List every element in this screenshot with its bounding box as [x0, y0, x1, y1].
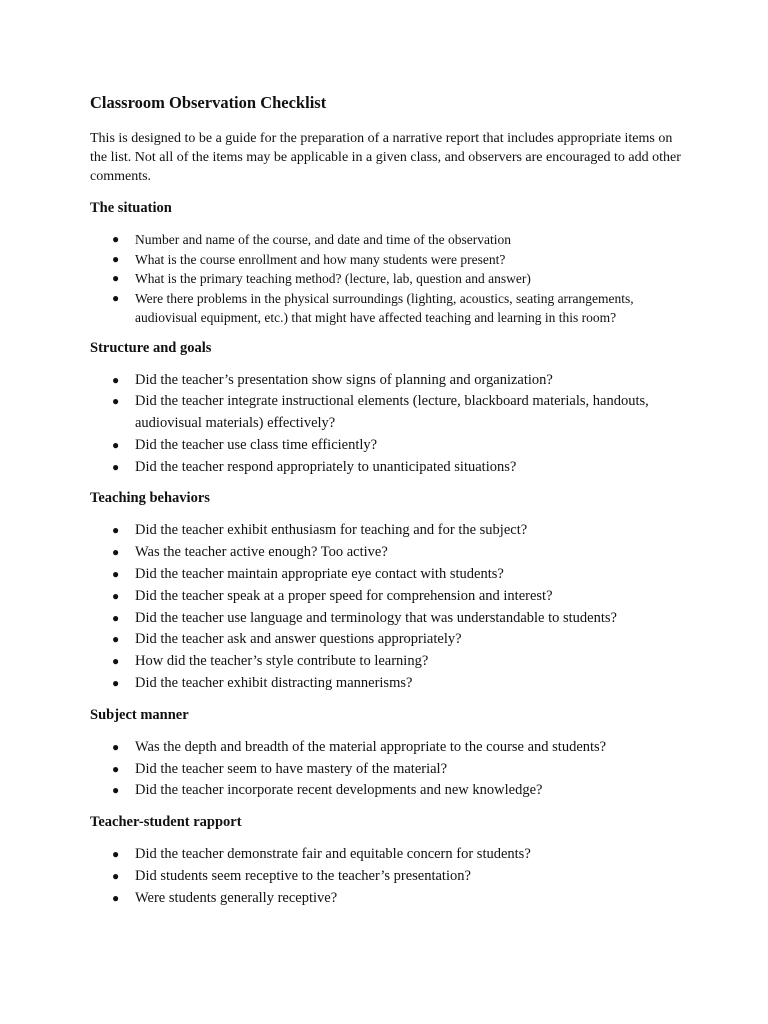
list-item: ● Were students generally receptive? [90, 888, 688, 910]
list-item: ● Did the teacher ask and answer questions appropriately? [90, 629, 688, 651]
bullet-icon: ● [112, 271, 120, 285]
list-item: ● Did the teacher demonstrate fair and equitable concern for students? [90, 844, 688, 866]
bullet-icon: ● [112, 232, 120, 246]
bullet-icon: ● [112, 869, 120, 884]
bullet-icon: ● [112, 459, 120, 474]
section-heading-teacher-student-rapport: Teacher-student rapport [90, 814, 242, 831]
bullet-icon: ● [112, 567, 120, 582]
list-item: ● Was the depth and breadth of the material appropriate to the course and students? [90, 737, 688, 759]
list-item: ● Did students seem receptive to the teacher’s presentation? [90, 866, 688, 888]
list-item: ● Number and name of the course, and date and time of the observation [90, 230, 688, 250]
list-item: ● Did the teacher seem to have mastery of the material? [90, 759, 688, 781]
structure-goals-list [90, 370, 688, 479]
list-item: ● Did the teacher respond appropriately to unanticipated situations? [90, 457, 688, 479]
bullet-icon: ● [112, 847, 120, 862]
bullet-icon: ● [112, 739, 120, 754]
teaching-behaviors-list [90, 520, 688, 694]
bullet-icon: ● [112, 523, 120, 538]
bullet-icon: ● [112, 545, 120, 560]
list-item: ● Did the teacher use class time efficiently? [90, 435, 688, 457]
bullet-icon: ● [112, 290, 120, 305]
section-heading-subject-manner: Subject manner [90, 706, 189, 723]
situation-list [90, 230, 688, 328]
rapport-list [90, 844, 688, 909]
bullet-icon: ● [112, 654, 120, 669]
section-heading-teaching-behaviors: Teaching behaviors [90, 490, 210, 507]
section-heading-structure-goals: Structure and goals [90, 339, 212, 356]
list-item: ● Did the teacher exhibit distracting mannerisms? [90, 673, 688, 695]
page-title: Classroom Observation Checklist [90, 93, 327, 112]
list-item: ● What is the primary teaching method? (lecture, lab, question and answer) [90, 269, 688, 289]
bullet-icon: ● [112, 372, 120, 387]
list-item: ● Was the teacher active enough? Too active? [90, 542, 688, 564]
list-item: ● Did the teacher speak at a proper speed for comprehension and interest? [90, 586, 688, 608]
bullet-icon: ● [112, 632, 120, 647]
list-item: ● Did the teacher exhibit enthusiasm for teaching and for the subject? [90, 520, 688, 542]
list-item: ● Did the teacher maintain appropriate eye contact with students? [90, 564, 688, 586]
list-item: ● How did the teacher’s style contribute to learning? [90, 651, 688, 673]
list-item: ● Did the teacher’s presentation show signs of planning and organization? [90, 370, 688, 392]
list-item: ● Were there problems in the physical surroundings (lighting, acoustics, seating arrangements, audiovisual equipment, etc.) that might have affected teaching and learning in this room? [112, 290, 634, 325]
bullet-icon: ● [112, 437, 120, 452]
list-item: ● Did the teacher incorporate recent developments and new knowledge? [90, 780, 688, 802]
section-heading-situation: The situation [90, 200, 172, 216]
bullet-icon: ● [112, 394, 120, 409]
bullet-icon: ● [112, 251, 120, 266]
list-item: ● What is the course enrollment and how many students were present? [90, 250, 688, 270]
list-item: ● Did the teacher use language and terminology that was understandable to students? [90, 608, 688, 630]
bullet-icon: ● [112, 676, 120, 691]
bullet-icon: ● [112, 610, 120, 625]
bullet-icon: ● [112, 761, 120, 776]
bullet-icon: ● [112, 890, 120, 905]
bullet-icon: ● [112, 783, 120, 798]
subject-manner-list [90, 737, 688, 802]
bullet-icon: ● [112, 588, 120, 603]
list-item: ● Did the teacher integrate instructional elements (lecture, blackboard materials, handouts, audiovisual materials) effectively? [112, 393, 649, 432]
intro-paragraph: This is designed to be a guide for the preparation of a narrative report that includes appropriate items on the list. Not all of the items may be applicable in a given class, and observers are encouraged to add other comments. [90, 131, 681, 184]
